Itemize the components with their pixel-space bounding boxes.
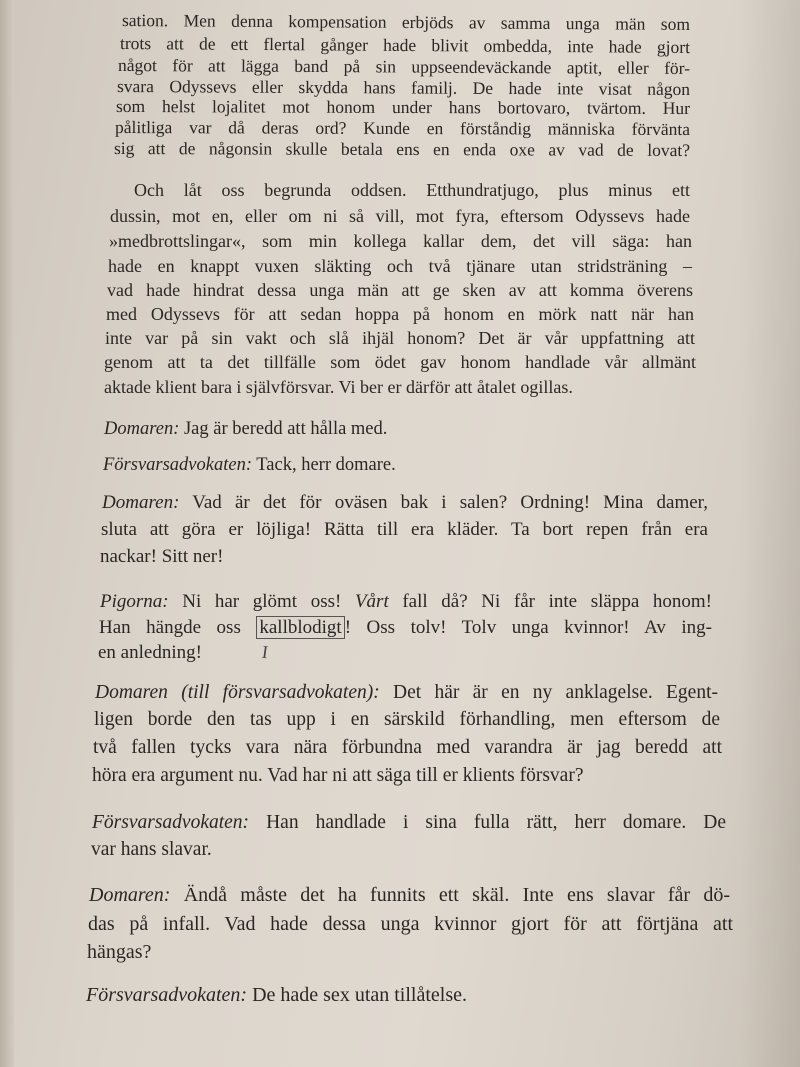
line-text: höra era argument nu. Vad har ni att säga till er klients försvar? — [92, 765, 584, 786]
text-line — [104, 419, 387, 440]
text-line — [116, 96, 690, 119]
line-text: svara Odyssevs eller skydda hans familj. De hade inte visat någon — [116, 76, 691, 100]
line-text: ! Oss tolv! Tolv unga kvinnor! Av ing- — [344, 617, 713, 638]
speaker-label: Domaren (till försvarsadvokaten): — [95, 682, 380, 703]
line-text: med Odyssevs för att sedan hoppa på honom en mörk natt när han — [106, 304, 694, 324]
line-text: Han handlade i sina fulla rätt, herr domare. De — [249, 812, 726, 833]
text-line — [95, 682, 718, 704]
line-text: Tack, herr domare. — [252, 455, 396, 475]
text-line — [109, 231, 692, 252]
line-text: vad hade hindrat dessa unga män att ge sken av att komma överens — [107, 280, 693, 300]
text-line — [98, 642, 202, 664]
text-line — [100, 546, 223, 568]
line-text: hade en knappt vuxen släkting och två tjänare utan stridsträning – — [108, 256, 692, 276]
line-text: Vad är det för oväsen bak i salen? Ordning! Mina damer, — [179, 492, 708, 513]
line-text: något för att lägga band på sin uppseendeväckande aptit, eller för- — [117, 55, 691, 78]
speaker-label: Försvarsadvokaten: — [92, 812, 250, 833]
line-text: genom att ta det tillfälle som ödet gav honom handlade vår allmänt — [104, 352, 696, 372]
line-text: Han hängde oss — [99, 617, 257, 638]
text-line — [115, 117, 690, 140]
text-line — [94, 709, 720, 731]
text-line — [93, 737, 722, 759]
text-line — [105, 328, 695, 349]
boxed-word-annotation: kallblodigt — [256, 616, 344, 639]
line-text: trots att de ett flertal gånger hade blivit ombedda, inte hade gjort — [119, 33, 691, 57]
text-line — [102, 492, 708, 514]
text-line — [87, 941, 151, 964]
speaker-label: Domaren: — [102, 492, 180, 513]
line-text: aktade klient bara i självförsvar. Vi ber er därför att åtalet ogillas. — [104, 377, 573, 397]
text-line — [106, 304, 694, 325]
text-line — [108, 256, 692, 277]
text-line — [104, 352, 696, 373]
text-line — [110, 206, 690, 227]
text-line — [120, 33, 690, 58]
line-text: Och låt oss begrunda oddsen. Etthundratjugo, plus minus ett — [134, 180, 690, 200]
line-text: »medbrottslingar«, som min kollega kallar dem, det vill säga: han — [109, 231, 692, 251]
text-line — [88, 913, 733, 936]
text-line — [100, 591, 712, 613]
text-line — [91, 839, 212, 861]
speaker-label: Vårt — [354, 591, 389, 612]
line-text: sation. Men denna kompensation erbjöds av samma unga män som — [121, 10, 691, 34]
line-text: sluta att göra er löjliga! Rätta till era kläder. Ta bort repen från era — [101, 519, 708, 540]
text-line — [86, 984, 467, 1007]
line-text: fall då? Ni får inte släppa honom! — [388, 591, 712, 612]
line-text: inte var på sin vakt och slå ihjäl honom? Det är vår uppfattning att — [105, 328, 695, 348]
line-text: das på infall. Vad hade dessa unga kvinnor gjort för att förtjäna att — [88, 913, 733, 935]
text-line — [101, 519, 708, 541]
text-line — [134, 180, 690, 201]
speaker-label: Pigorna: — [100, 591, 169, 612]
text-line — [114, 138, 690, 161]
line-text: som helst lojalitet mot honom under hans bortovaro, tvärtom. Hur — [115, 96, 691, 119]
text-line — [92, 812, 726, 834]
line-text: sig att de någonsin skulle betala ens en enda oxe av vad de lovat? — [113, 138, 691, 161]
text-line — [107, 280, 693, 301]
text-line — [89, 884, 730, 907]
text-line — [92, 765, 724, 787]
speaker-label: Försvarsadvokaten: — [103, 455, 252, 475]
speaker-label: Domaren: — [104, 419, 180, 439]
line-text: Ändå måste det ha funnits ett skäl. Inte ens slavar får dö- — [170, 884, 730, 906]
pencil-annotation-mark: I — [260, 641, 270, 663]
line-text: nackar! Sitt ner! — [100, 546, 224, 567]
text-line — [104, 377, 710, 398]
line-text: en anledning! — [98, 642, 202, 663]
speaker-label: Domaren: — [89, 884, 171, 906]
line-text: Ni har glömt oss! — [168, 591, 355, 612]
text-line — [103, 455, 396, 476]
page-shadow — [740, 0, 800, 1067]
line-text: pålitliga var då deras ord? Kunde en förståndig människa förvänta — [114, 117, 691, 140]
text-line — [118, 55, 690, 79]
text-line — [99, 617, 712, 639]
speaker-label: Försvarsadvokaten: — [86, 984, 248, 1006]
line-text: ligen borde den tas upp i en särskild förhandling, men eftersom de — [94, 709, 720, 730]
line-text: Jag är beredd att hålla med. — [179, 419, 388, 439]
line-text: hängas? — [87, 941, 152, 963]
line-text: var hans slavar. — [91, 839, 212, 860]
line-text: två fallen tycks vara nära förbundna med varandra är jag beredd att — [93, 737, 722, 758]
line-text: De hade sex utan tillåtelse. — [247, 984, 467, 1006]
text-line — [122, 10, 690, 35]
book-page-edge — [0, 0, 14, 1067]
line-text: dussin, mot en, eller om ni så vill, mot fyra, eftersom Odyssevs hade — [110, 206, 690, 226]
line-text: Det här är en ny anklagelse. Egent- — [379, 682, 718, 703]
